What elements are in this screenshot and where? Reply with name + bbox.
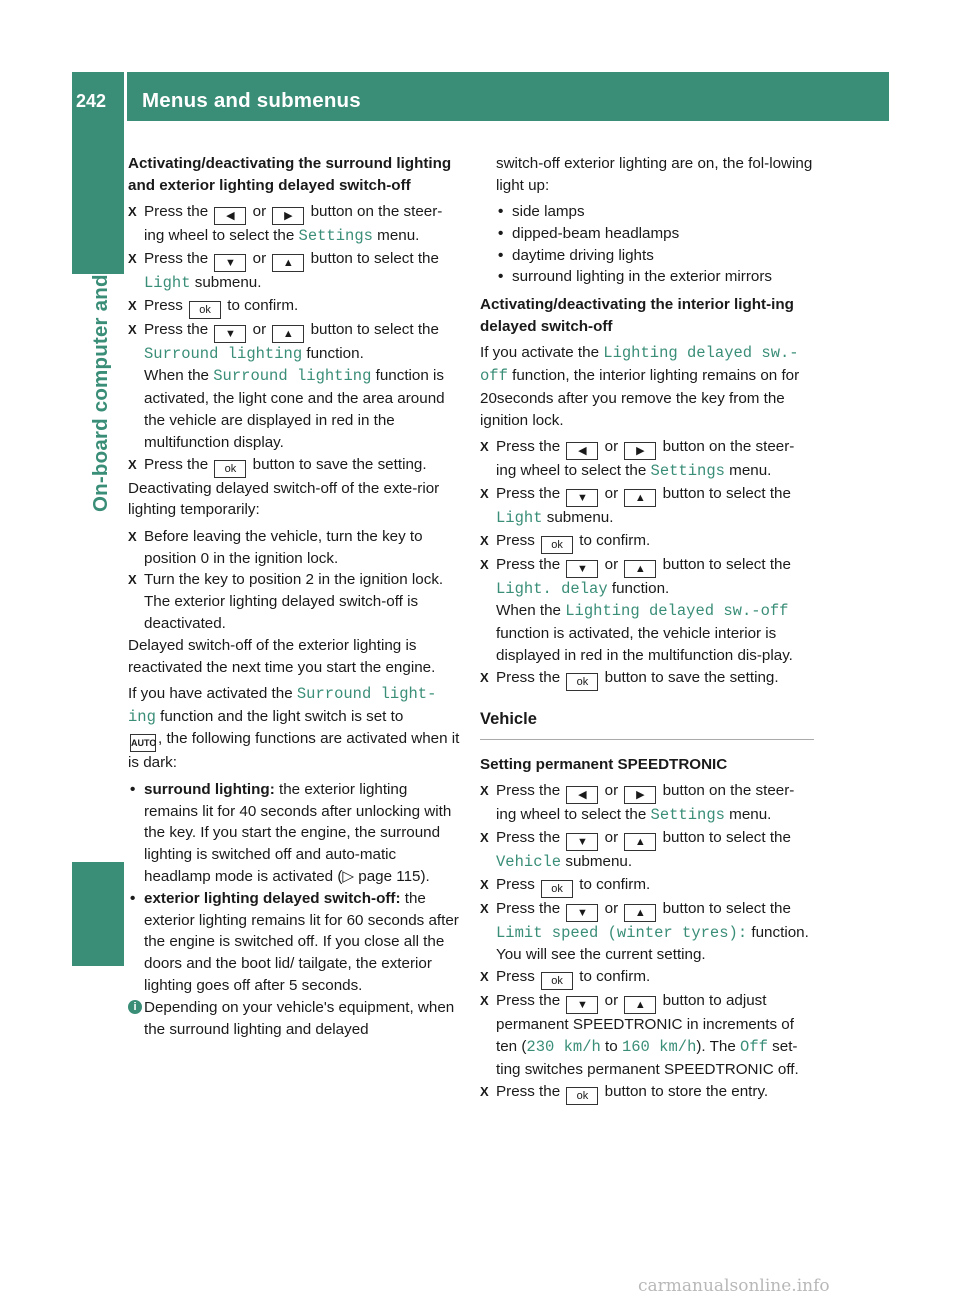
light-list bbox=[480, 201, 814, 288]
menu-name: Off bbox=[740, 1037, 768, 1056]
step: X Press the ▼ or ▲ button to adjust permanent SPEEDTRONIC in increments of ten (230 km/h to 160 km/h). The Off set-ting switches permanent SPEEDTRONIC off. bbox=[480, 990, 814, 1080]
step: X Press ok to confirm. bbox=[480, 874, 814, 898]
step: X Turn the key to position 2 in the ignition lock. The exterior lighting delayed switch-off is deactivated. bbox=[128, 569, 462, 634]
left-column bbox=[128, 153, 462, 1040]
bullet-item: • surround lighting: the exterior lighting remains lit for 40 seconds after unlocking with the key. If you start the engine, the surround lighting is switched off and auto-matic headlamp mode is activated (▷ page 115). bbox=[128, 779, 462, 888]
menu-name: Lighting delayed sw.-off bbox=[565, 602, 789, 621]
menu-name: Surround light‐ ing bbox=[128, 684, 437, 726]
down-arrow-key-icon: ▼ bbox=[566, 904, 598, 922]
speed-value: 160 km/h bbox=[621, 1037, 697, 1056]
bullet-item: • dipped-beam headlamps bbox=[496, 223, 814, 245]
right-arrow-key-icon: ▶ bbox=[272, 207, 304, 225]
up-arrow-key-icon: ▲ bbox=[272, 325, 304, 343]
menu-name: Surround lighting bbox=[144, 344, 303, 363]
step: X Press the ok button to save the setting. bbox=[480, 667, 814, 691]
up-arrow-key-icon: ▲ bbox=[624, 833, 656, 851]
step: X Press ok to confirm. bbox=[480, 966, 814, 990]
paragraph: If you have activated the Surround light‐ ing function and the light switch is set to AUTO , the following functions are activated when it is dark: bbox=[128, 684, 460, 772]
down-arrow-key-icon: ▼ bbox=[566, 996, 598, 1014]
bullet-item: • surround lighting in the exterior mirrors bbox=[496, 266, 814, 288]
step: X Press the ▼ or ▲ button to select the Light. delay function. When the Lighting delayed sw.-off function is activated, the vehicle interior is displayed in red in the multifunction dis-play. bbox=[480, 554, 814, 667]
section-heading: Setting permanent SPEEDTRONIC bbox=[480, 755, 728, 773]
down-arrow-key-icon: ▼ bbox=[566, 560, 598, 578]
menu-name: Limit speed (winter tyres): bbox=[496, 923, 748, 942]
section-heading: Activating/deactivating the interior light-ing delayed switch-off bbox=[480, 296, 794, 336]
step: X Press the ▼ or ▲ button to select the Light submenu. bbox=[480, 483, 814, 530]
up-arrow-key-icon: ▲ bbox=[624, 996, 656, 1014]
step: X Press ok to confirm. bbox=[480, 530, 814, 554]
down-arrow-key-icon: ▼ bbox=[566, 833, 598, 851]
menu-name: Settings bbox=[298, 227, 373, 246]
step: X Press ok to confirm. bbox=[128, 295, 462, 319]
paragraph: Delayed switch-off of the exterior lighting is reactivated the next time you start the engine. bbox=[128, 636, 436, 676]
page-title: Menus and submenus bbox=[142, 89, 361, 112]
ok-key-icon: ok bbox=[566, 1087, 598, 1105]
menu-name: Light bbox=[144, 273, 191, 292]
auto-switch-icon: AUTO bbox=[130, 734, 156, 752]
menu-name: Lighting delayed sw.- off bbox=[480, 344, 799, 386]
watermark: carmanualsonline.info bbox=[638, 1276, 830, 1296]
page-number: 242 bbox=[76, 91, 107, 111]
up-arrow-key-icon: ▲ bbox=[624, 489, 656, 507]
ok-key-icon: ok bbox=[189, 301, 221, 319]
step: X Press the ◀ or ▶ button on the steer-ing wheel to select the Settings menu. bbox=[480, 780, 814, 827]
ok-key-icon: ok bbox=[541, 536, 573, 554]
step: X Press the ▼ or ▲ button to select the Surround lighting function. When the Surround lighting function is activated, the light cone and the area around the vehicle are displayed in red in the multifunction display. bbox=[128, 319, 462, 454]
step: X Press the ▼ or ▲ button to select the Vehicle submenu. bbox=[480, 827, 814, 874]
up-arrow-key-icon: ▲ bbox=[624, 560, 656, 578]
menu-name: Settings bbox=[650, 462, 725, 481]
step: X Press the ok button to store the entry. bbox=[480, 1081, 814, 1105]
info-note: i Depending on your vehicle's equipment, when the surround lighting and delayed bbox=[128, 997, 462, 1041]
left-arrow-key-icon: ◀ bbox=[566, 786, 598, 804]
header-divider bbox=[124, 72, 127, 121]
bullet-item: • exterior lighting delayed switch-off: the exterior lighting remains lit for 60 seconds after the engine is switched off. If you close all the doors and the boot lid/ tailgate, the exterior lighting goes off after 5 seconds. bbox=[128, 888, 462, 997]
paragraph: Deactivating delayed switch-off of the exte-rior lighting temporarily: bbox=[128, 479, 440, 519]
up-arrow-key-icon: ▲ bbox=[624, 904, 656, 922]
ok-key-icon: ok bbox=[566, 673, 598, 691]
menu-name: Light bbox=[496, 508, 543, 527]
down-arrow-key-icon: ▼ bbox=[214, 325, 246, 343]
bullet-item: • side lamps bbox=[496, 201, 814, 223]
left-arrow-key-icon: ◀ bbox=[214, 207, 246, 225]
section-title: Vehicle bbox=[480, 709, 814, 740]
paragraph: switch-off exterior lighting are on, the fol-lowing light up: bbox=[496, 155, 813, 194]
speed-value: 230 km/h bbox=[526, 1037, 601, 1056]
step: X Press the ◀ or ▶ button on the steer-ing wheel to select the Settings menu. bbox=[128, 201, 462, 248]
info-icon: i bbox=[128, 1000, 142, 1014]
menu-name: Surround lighting bbox=[213, 367, 372, 386]
step: X Press the ▼ or ▲ button to select the Light submenu. bbox=[128, 248, 462, 295]
menu-name: Vehicle bbox=[496, 852, 562, 871]
paragraph: If you activate the Lighting delayed sw.- off function, the interior lighting remains on for 20seconds after you remove the key from the ignition lock. bbox=[480, 344, 800, 429]
step: X Before leaving the vehicle, turn the key to position 0 in the ignition lock. bbox=[128, 526, 462, 570]
down-arrow-key-icon: ▼ bbox=[566, 489, 598, 507]
ok-key-icon: ok bbox=[541, 972, 573, 990]
right-arrow-key-icon: ▶ bbox=[624, 786, 656, 804]
section-heading: Activating/deactivating the surround lighting and exterior lighting delayed switch-off bbox=[128, 155, 452, 194]
right-arrow-key-icon: ▶ bbox=[624, 442, 656, 460]
side-chapter-label: On-board computer and displays bbox=[89, 184, 112, 512]
ok-key-icon: ok bbox=[214, 460, 246, 478]
ok-key-icon: ok bbox=[541, 880, 573, 898]
side-marker bbox=[72, 862, 124, 966]
step: X Press the ok button to save the setting. bbox=[128, 454, 462, 478]
right-column bbox=[480, 153, 814, 1105]
step: X Press the ▼ or ▲ button to select the Limit speed (winter tyres): function. You will see the current setting. bbox=[480, 898, 814, 967]
left-arrow-key-icon: ◀ bbox=[566, 442, 598, 460]
step: X Press the ◀ or ▶ button on the steer-ing wheel to select the Settings menu. bbox=[480, 436, 814, 483]
down-arrow-key-icon: ▼ bbox=[214, 254, 246, 272]
menu-name: Settings bbox=[650, 805, 725, 824]
bullet-item: • daytime driving lights bbox=[496, 245, 814, 267]
up-arrow-key-icon: ▲ bbox=[272, 254, 304, 272]
menu-name: Light. delay bbox=[496, 579, 608, 598]
